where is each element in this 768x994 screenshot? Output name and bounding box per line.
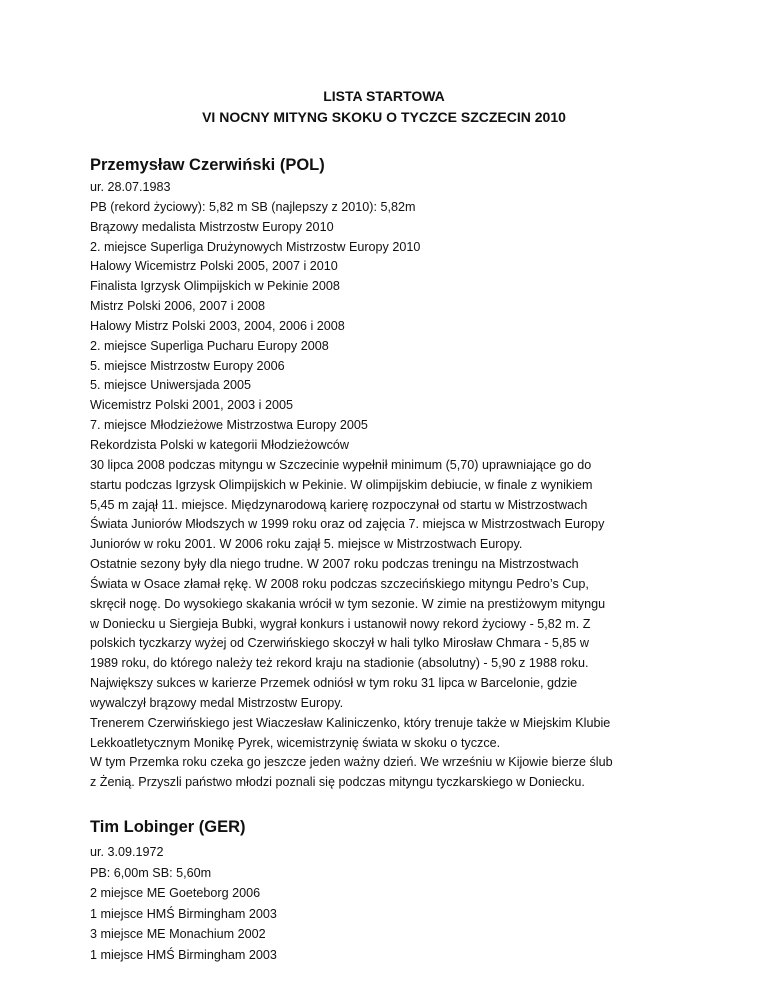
bio-line: z Żenią. Przyszli państwo młodzi poznali się podczas mityngu tyczkarskiego w Doniecku. xyxy=(90,775,585,790)
bio-line: 30 lipca 2008 podczas mityngu w Szczecinie wypełnił minimum (5,70) uprawniające go do xyxy=(90,457,592,472)
bio-line: Lekkoatletycznym Monikę Pyrek, wicemistrzynię świata w skoku o tyczce. xyxy=(90,735,501,750)
bio-line: 2 miejsce ME Goeteborg 2006 xyxy=(90,886,261,901)
bio-line: startu podczas Igrzysk Olimpijskich w Pekinie. W olimpijskim debiucie, w finale z wynikiem xyxy=(90,477,593,492)
bio-line: 1 miejsce HMŚ Birmingham 2003 xyxy=(90,906,277,921)
bio-line: Największy sukces w karierze Przemek odniósł w tym roku 31 lipca w Barcelonie, gdzie xyxy=(90,676,578,691)
bio-line: Trenerem Czerwińskiego jest Wiaczesław Kaliniczenko, który trenuje także w Miejskim Klubie xyxy=(90,715,611,730)
bio-line: Świata w Osace złamał rękę. W 2008 roku podczas szczecińskiego mityngu Pedro’s Cup, xyxy=(90,576,589,591)
bio-line: ur. 3.09.1972 xyxy=(90,845,164,860)
bio-line: w Doniecku u Siergieja Bubki, wygrał konkurs i ustanowił nowy rekord życiowy - 5,82 m. Z xyxy=(90,616,591,631)
document-page xyxy=(90,0,690,965)
bio-line: wywalczył brązowy medal Mistrzostw Europy. xyxy=(90,695,344,710)
bio-line: 1989 roku, do którego należy też rekord kraju na stadionie (absolutny) - 5,90 z 1988 roku. xyxy=(90,656,589,671)
bio-line: Świata Juniorów Młodszych w 1999 roku oraz od zajęcia 7. miejsca w Mistrzostwach Europy xyxy=(90,517,605,532)
bio-line: skręcił nogę. Do wysokiego skakania wrócił w tym sezonie. W zimie na prestiżowym mityngu xyxy=(90,596,606,611)
bio-line: Mistrz Polski 2006, 2007 i 2008 xyxy=(90,299,266,314)
bio-line: 2. miejsce Superliga Drużynowych Mistrzostw Europy 2010 xyxy=(90,239,421,254)
document-subtitle: VI NOCNY MITYNG SKOKU O TYCZCE SZCZECIN 2010 xyxy=(202,109,566,125)
bio-line: Halowy Mistrz Polski 2003, 2004, 2006 i 2008 xyxy=(90,318,345,333)
bio-line: 1 miejsce HMŚ Birmingham 2003 xyxy=(90,947,277,962)
bio-line: W tym Przemka roku czeka go jeszcze jeden ważny dzień. We wrześniu w Kijowie bierze ślub xyxy=(90,755,613,770)
bio-line: 3 miejsce ME Monachium 2002 xyxy=(90,927,266,942)
bio-line: PB: 6,00m SB: 5,60m xyxy=(90,865,212,880)
athlete-name: Tim Lobinger (GER) xyxy=(90,818,246,837)
bio-line: Brązowy medalista Mistrzostw Europy 2010 xyxy=(90,219,334,234)
document-title: LISTA STARTOWA xyxy=(323,88,445,104)
bio-line: 5. miejsce Uniwersjada 2005 xyxy=(90,378,252,393)
athlete-name: Przemysław Czerwiński (POL) xyxy=(90,156,325,174)
bio-line: Wicemistrz Polski 2001, 2003 i 2005 xyxy=(90,398,293,413)
bio-line: 7. miejsce Młodzieżowe Mistrzostwa Europy 2005 xyxy=(90,418,368,433)
bio-line: 2. miejsce Superliga Pucharu Europy 2008 xyxy=(90,338,329,353)
bio-line: Halowy Wicemistrz Polski 2005, 2007 i 2010 xyxy=(90,259,338,274)
bio-line: PB (rekord życiowy): 5,82 m SB (najlepszy z 2010): 5,82m xyxy=(90,199,416,214)
bio-line: 5. miejsce Mistrzostw Europy 2006 xyxy=(90,358,285,373)
bio-line: Ostatnie sezony były dla niego trudne. W 2007 roku podczas treningu na Mistrzostwach xyxy=(90,557,579,572)
bio-line: Rekordzista Polski w kategorii Młodzieżowców xyxy=(90,437,349,452)
athlete-bio xyxy=(90,842,690,965)
bio-line: 5,45 m zajął 11. miejsce. Międzynarodową karierę rozpoczynał od startu w Mistrzostwach xyxy=(90,497,588,512)
bio-line: ur. 28.07.1983 xyxy=(90,180,171,194)
bio-line: polskich tyczkarzy wyżej od Czerwińskiego skoczył w hali tylko Mirosław Chmara - 5,85 w xyxy=(90,636,590,651)
bio-line: Juniorów w roku 2001. W 2006 roku zajął 5. miejsce w Mistrzostwach Europy. xyxy=(90,537,523,552)
athlete-bio xyxy=(90,178,690,793)
bio-line: Finalista Igrzysk Olimpijskich w Pekinie 2008 xyxy=(90,279,340,294)
